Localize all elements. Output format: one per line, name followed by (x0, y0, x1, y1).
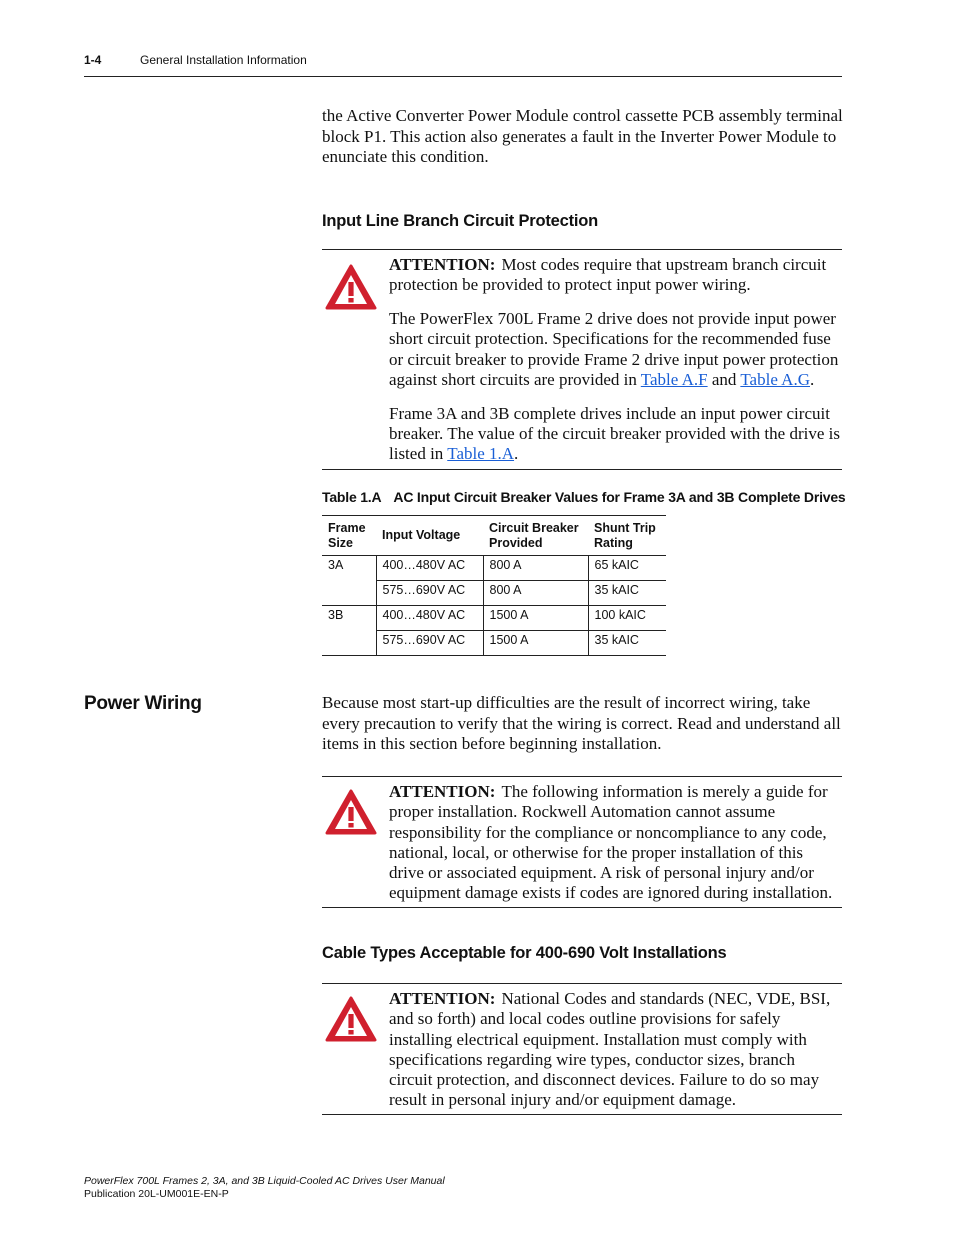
page-number: 1-4 (84, 53, 102, 67)
attention-text: ATTENTION: National Codes and standards (NEC, VDE, BSI, and so forth) and local codes outline provisions for safely installing electrical equipment. Installation must comply with specifications regarding wire types, conductor sizes, branch circuit protection, and disconnect devices. Failure to do so may result in personal injury and/or equipment damage. (389, 989, 831, 1110)
attention-para-2: The PowerFlex 700L Frame 2 drive does not provide input power short circuit protection. Specifications for the recommended fuse or circuit breaker to provide Frame 2 drive input power protection against short circuits are provided in Table A.F and Table A.G. (389, 309, 839, 389)
table-row (322, 556, 666, 581)
attention-box-input-line (322, 249, 842, 470)
footer-manual-title: PowerFlex 700L Frames 2, 3A, and 3B Liquid-Cooled AC Drives User Manual (84, 1175, 445, 1187)
header-section-title: General Installation Information (140, 53, 307, 67)
attention-box-power-wiring (322, 776, 842, 908)
attention-para-1: ATTENTION: Most codes require that upstream branch circuit protection be provided to protect input power wiring. (389, 255, 827, 295)
attention-text: ATTENTION: The following information is merely a guide for proper installation. Rockwell Automation cannot assume responsibility for the compliance or noncompliance to any code, national, local, or otherwise for the proper installation of this drive or associated equipment. A risk of personal injury and/or equipment damage exists if codes are ignored during installation. (389, 782, 833, 903)
col-header-frame: Frame Size (322, 516, 376, 556)
cell-shunt: 65 kAIC (588, 556, 666, 581)
warning-triangle-icon (325, 789, 377, 835)
cell-frame (322, 581, 376, 606)
table-row (322, 581, 666, 606)
cell-voltage: 400…480V AC (376, 606, 483, 631)
cell-voltage: 400…480V AC (376, 556, 483, 581)
cell-breaker: 800 A (483, 581, 588, 606)
cell-breaker: 800 A (483, 556, 588, 581)
cable-types-heading: Cable Types Acceptable for 400-690 Volt Installations (322, 944, 727, 962)
table-row (322, 606, 666, 631)
cell-shunt: 35 kAIC (588, 581, 666, 606)
attention-text (389, 255, 841, 465)
power-wiring-paragraph: Because most start-up difficulties are the result of incorrect wiring, take every precaution to verify that the wiring is correct. Read and understand all items in this section before beginning installation. (322, 693, 841, 753)
attention-box-cable-types (322, 983, 842, 1115)
cell-breaker: 1500 A (483, 631, 588, 656)
attention-label: ATTENTION: (389, 782, 496, 801)
attention-label: ATTENTION: (389, 255, 496, 274)
power-wiring-heading: Power Wiring (84, 693, 202, 714)
warning-triangle-icon (325, 264, 377, 310)
warning-triangle-icon (325, 996, 377, 1042)
table-row (322, 631, 666, 656)
cell-frame (322, 631, 376, 656)
input-line-heading: Input Line Branch Circuit Protection (322, 212, 599, 230)
attention-label: ATTENTION: (389, 989, 496, 1008)
col-header-breaker: Circuit Breaker Provided (483, 516, 588, 556)
footer-publication: Publication 20L-UM001E-EN-P (84, 1188, 229, 1200)
breaker-values-table (322, 515, 666, 656)
attention-para-3: Frame 3A and 3B complete drives include an input power circuit breaker. The value of the circuit breaker provided with the drive is listed in Table 1.A. (389, 403, 840, 464)
cell-frame: 3A (328, 558, 344, 572)
table-number: Table 1.A (322, 489, 382, 505)
link-table-a-f[interactable]: Table A.F (640, 369, 708, 389)
cell-frame: 3B (328, 608, 344, 622)
cell-voltage: 575…690V AC (376, 581, 483, 606)
cell-voltage: 575…690V AC (376, 631, 483, 656)
col-header-shunt: Shunt Trip Rating (588, 516, 666, 556)
table-caption (322, 489, 846, 505)
table-title: AC Input Circuit Breaker Values for Frame 3A and 3B Complete Drives (393, 489, 846, 505)
cell-breaker: 1500 A (483, 606, 588, 631)
intro-paragraph: the Active Converter Power Module control cassette PCB assembly terminal block P1. This action also generates a fault in the Inverter Power Module to enunciate this condition. (322, 106, 843, 166)
page-footer (84, 1175, 445, 1201)
link-table-a-g[interactable]: Table A.G (740, 369, 810, 389)
cell-shunt: 35 kAIC (588, 631, 666, 656)
col-header-voltage: Input Voltage (376, 516, 483, 556)
cell-shunt: 100 kAIC (588, 606, 666, 631)
page-header (84, 52, 842, 77)
table-header-row (322, 516, 666, 556)
link-table-1-a[interactable]: Table 1.A (447, 444, 515, 464)
